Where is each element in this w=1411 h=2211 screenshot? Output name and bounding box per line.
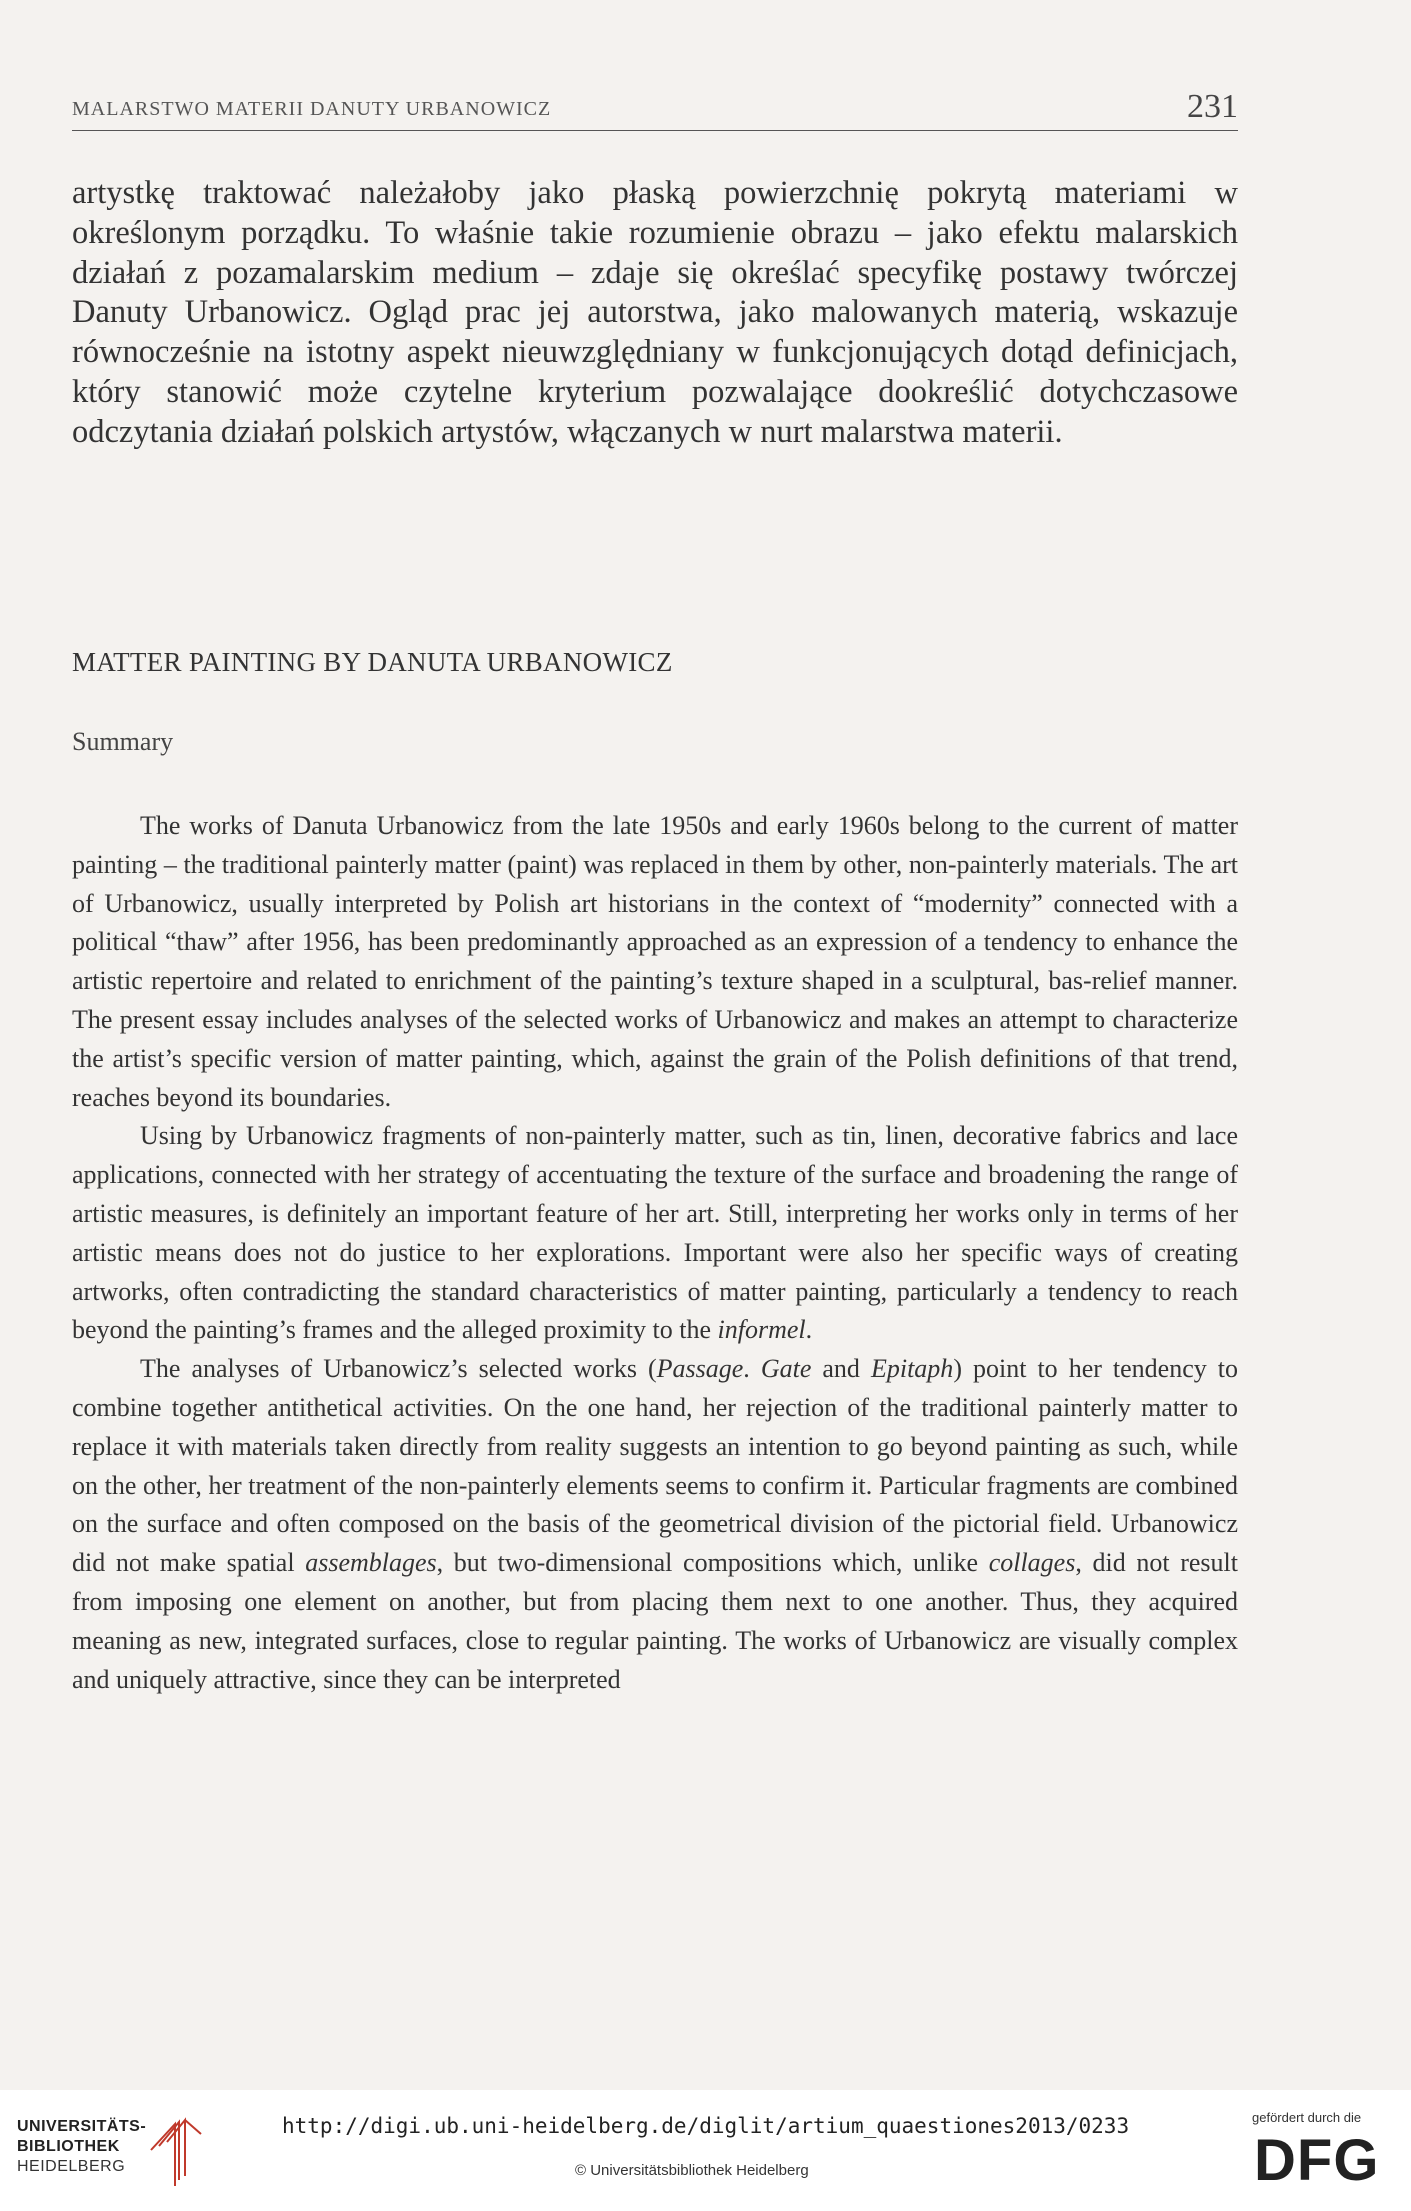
library-logo[interactable] xyxy=(17,2116,217,2196)
italic-title: Passage xyxy=(656,1354,744,1384)
text-span: . xyxy=(805,1315,813,1345)
source-url-link[interactable]: http://digi.ub.uni-heidelberg.de/diglit/artium_quaestiones2013/0233 xyxy=(282,2114,1130,2138)
text-span: ) point to her tendency to combine together antithetical activities. On the one hand, her rejection of the traditional painterly matter to replace it with materials taken directly from reality suggests an intention to go beyond painting as such, while on the other, her treatment of the non-painterly elements seems to confirm it. Particular fragments are combined on the surface and often composed on the basis of the geometrical division of the pictorial field. Urbanowicz did not make spatial xyxy=(72,1354,1239,1578)
summary-paragraph-1: The works of Danuta Urbanowicz from the late 1950s and early 1960s belong to the current of matter painting – the traditional painterly matter (paint) was replaced in them by other, non-painterly materials. The art of Urbanowicz, usually interpreted by Polish art historians in the context of “modernity” connected with a political “thaw” after 1956, has been predominantly approached as an expression of a tendency to enhance the artistic repertoire and related to enrichment of the painting’s texture shaped in a sculptural, bas-relief manner. The present essay includes analyses of the selected works of Urbanowicz and makes an attempt to characterize the artist’s specific version of matter painting, which, against the grain of the Polish definitions of that trend, reaches beyond its boundaries. xyxy=(72,811,1238,1112)
library-name-line-1: UNIVERSITÄTS- xyxy=(17,2118,147,2135)
page-number: 231 xyxy=(1187,88,1238,125)
section-title: MATTER PAINTING BY DANUTA URBANOWICZ xyxy=(72,647,673,677)
text-span: and xyxy=(811,1354,871,1384)
italic-term: assemblages xyxy=(305,1548,437,1578)
library-name-line-3: HEIDELBERG xyxy=(17,2158,126,2175)
text-span: The analyses of Urbanowicz’s selected works ( xyxy=(140,1354,657,1384)
italic-term: informel xyxy=(717,1315,806,1345)
text-span: , but two-dimensional compositions which, unlike xyxy=(436,1548,989,1578)
polish-paragraph-block xyxy=(72,174,1238,453)
running-header xyxy=(72,88,1238,131)
text-span: , did not result from imposing one element on another, but from placing them next to one another. Thus, they acquired meaning as new, integrated surfaces, close to regular painting. The works of Urbanowicz are visually complex and uniquely attractive, since they can be interpreted xyxy=(72,1548,1238,1694)
copyright-notice: © Universitätsbibliothek Heidelberg xyxy=(575,2162,809,2179)
polish-paragraph: artystkę traktować należałoby jako płaską powierzchnię pokrytą materiami w określonym porządku. To właśnie takie rozumienie obrazu – jako efektu malarskich działań z pozamalarskim medium – zdaje się określać specyfikę postawy twórczej Danuty Urbanowicz. Ogląd prac jej autorstwa, jako malowanych materią, wskazuje równocześnie na istotny aspekt nieuwzględniany w funkcjonujących dotąd definicjach, który stanowić może czytelne kryterium pozwalające dookreślić dotychczasowe odczytania działań polskich artystów, włączanych w nurt malarstwa materii. xyxy=(72,175,1238,450)
italic-title: Gate xyxy=(760,1354,812,1384)
funded-by-label: gefördert durch die xyxy=(1252,2110,1362,2125)
running-title: MALARSTWO MATERII DANUTY URBANOWICZ xyxy=(72,98,552,120)
dfg-logo: DFG xyxy=(1254,2128,1380,2193)
italic-title: Epitaph xyxy=(870,1354,954,1384)
dfg-badge[interactable] xyxy=(1252,2110,1402,2200)
digitization-footer xyxy=(0,2090,1411,2211)
text-span: . xyxy=(743,1354,761,1384)
summary-paragraph-3 xyxy=(72,1350,1238,1699)
italic-term: collages xyxy=(988,1548,1076,1578)
text-span: Using by Urbanowicz fragments of non-painterly matter, such as tin, linen, decorative fabrics and lace applications, connected with her strategy of accentuating the texture of the surface and broadening the range of artistic measures, is definitely an important feature of her art. Still, interpreting her works only in terms of her artistic means does not do justice to her explorations. Important were also her specific ways of creating artworks, often contradicting the standard characteristics of matter painting, particularly a tendency to reach beyond the painting’s frames and the alleged proximity to the xyxy=(72,1121,1238,1345)
summary-paragraph-2 xyxy=(72,1117,1238,1350)
library-emblem-icon xyxy=(145,2110,207,2190)
library-name-line-2: BIBLIOTHEK xyxy=(17,2138,120,2155)
summary-label: Summary xyxy=(72,727,174,756)
summary-body xyxy=(72,807,1238,1699)
